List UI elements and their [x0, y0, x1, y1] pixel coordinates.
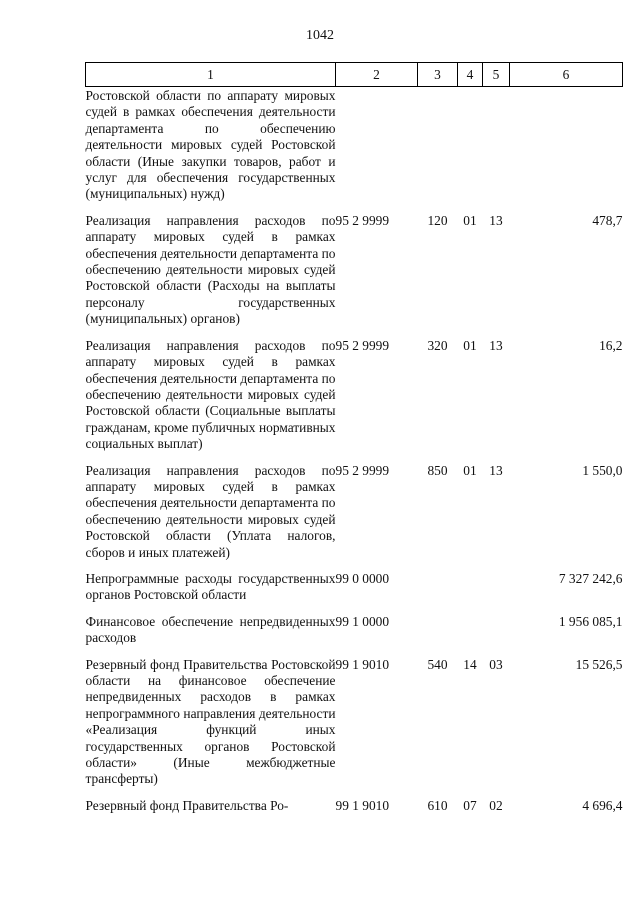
target-code: 99 0 0000 [335, 570, 390, 586]
column-header: 2 [336, 63, 418, 87]
expense-name: Финансовое обеспечение непредвиденных расходов [85, 613, 336, 646]
expense-name: Реализация направления расходов по аппарату мировых судей в рамках обеспечения деятельности департамента по обеспечению деятельности мировых судей Ростовской области (Уплата налогов, сборов и иных платежей) [85, 462, 336, 560]
table-row [86, 463, 623, 571]
expense-name: Резервный фонд Правительства Ро- [85, 797, 289, 813]
subsection-code: 03 [489, 656, 503, 672]
expense-type: 540 [427, 656, 448, 672]
section-code [458, 87, 483, 213]
section-code [458, 571, 483, 614]
column-header: 5 [483, 63, 510, 87]
expense-type: 850 [427, 462, 448, 478]
column-header: 4 [458, 63, 483, 87]
target-code: 99 1 0000 [335, 613, 390, 629]
table-row [86, 614, 623, 657]
section-code: 01 [463, 337, 477, 353]
amount: 1 550,0 [582, 462, 623, 478]
page-number: 1042 [306, 28, 334, 43]
column-header: 1 [86, 63, 336, 87]
expense-type [418, 87, 458, 213]
expense-type [418, 571, 458, 614]
table-row [86, 798, 623, 824]
subsection-code [483, 571, 510, 614]
section-code [458, 614, 483, 657]
subsection-code: 13 [489, 337, 503, 353]
table-row [86, 571, 623, 614]
expense-name: Ростовской области по аппарату мировых судей в рамках обеспечения деятельности департамента по обеспечению деятельности мировых судей Ростовской области (Иные закупки товаров, работ и услуг для обеспечения государственных (муниципальных) нужд) [85, 88, 336, 202]
section-code: 01 [463, 212, 477, 228]
target-code: 99 1 9010 [335, 656, 390, 672]
target-code: 95 2 9999 [335, 212, 390, 228]
expense-type: 120 [427, 212, 448, 228]
expense-type: 610 [427, 797, 448, 813]
subsection-code: 02 [489, 797, 503, 813]
expense-name: Реализация направления расходов по аппарату мировых судей в рамках обеспечения деятельности департамента по обеспечению деятельности мировых судей Ростовской области (Социальные выплаты гражданам, кроме публичных нормативных социальных выплат) [85, 337, 336, 452]
subsection-code: 13 [489, 462, 503, 478]
column-header: 6 [510, 63, 623, 87]
target-code [336, 87, 418, 213]
expense-name: Непрограммные расходы государственных органов Ростовской области [85, 570, 336, 603]
amount: 4 696,4 [582, 797, 623, 813]
expense-name: Реализация направления расходов по аппарату мировых судей в рамках обеспечения деятельности департамента по обеспечению деятельности мировых судей Ростовской области (Расходы на выплаты персоналу государственных (муниципальных) органов) [85, 212, 336, 327]
section-code: 14 [463, 656, 477, 672]
expense-type [418, 614, 458, 657]
table-row [86, 213, 623, 338]
target-code: 95 2 9999 [335, 462, 390, 478]
target-code: 95 2 9999 [335, 337, 390, 353]
amount: 15 526,5 [575, 656, 623, 672]
section-code: 07 [463, 797, 477, 813]
subsection-code [483, 614, 510, 657]
expense-type: 320 [427, 337, 448, 353]
subsection-code: 13 [489, 212, 503, 228]
amount: 7 327 242,6 [558, 570, 623, 586]
amount: 478,7 [592, 212, 623, 228]
amount: 1 956 085,1 [558, 613, 623, 629]
table-row [86, 657, 623, 798]
subsection-code [483, 87, 510, 213]
table-row [86, 87, 623, 213]
amount: 16,2 [599, 337, 623, 353]
table-header-row [86, 63, 623, 87]
section-code: 01 [463, 462, 477, 478]
amount [510, 87, 623, 213]
expense-name: Резервный фонд Правительства Ростовской области на финансовое обеспечение непредвиденных расходов в рамках непрограммного направления деятельности «Реализация функций иных государственных органов Ростовской области» (Иные межбюджетные трансферты) [85, 656, 336, 787]
column-header: 3 [418, 63, 458, 87]
table-row [86, 338, 623, 463]
target-code: 99 1 9010 [335, 797, 390, 813]
budget-table [85, 62, 623, 824]
